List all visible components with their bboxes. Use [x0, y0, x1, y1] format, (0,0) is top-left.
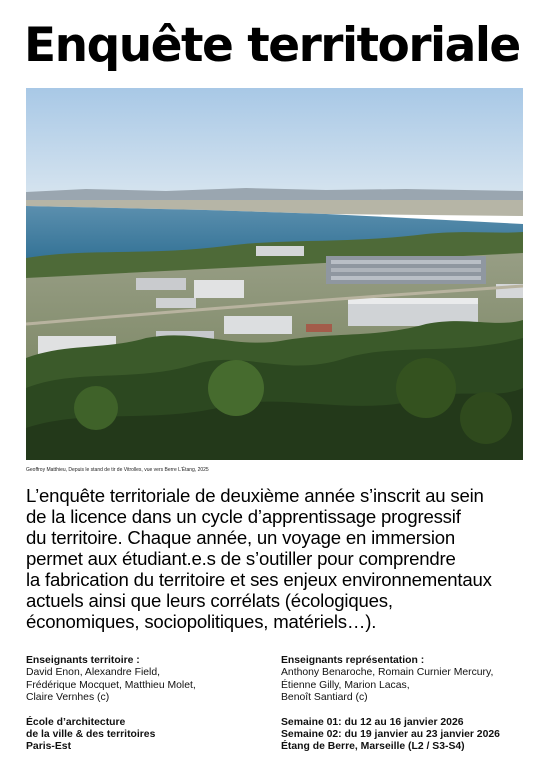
- lead-line: de la licence dans un cycle d’apprentissage progressif: [26, 506, 461, 527]
- landscape-photo: [26, 88, 523, 460]
- teachers-territory-line: David Enon, Alexandre Field,: [26, 667, 161, 679]
- schedule-line: Semaine 01: du 12 au 16 janvier 2026: [281, 716, 464, 728]
- lead-line: du territoire. Chaque année, un voyage en immersion: [26, 527, 456, 548]
- teachers-territory-line: Frédérique Mocquet, Matthieu Molet,: [26, 679, 196, 691]
- lead-paragraph: [26, 485, 531, 632]
- lead-line: permet aux étudiant.e.s de s’outiller pour comprendre: [26, 548, 456, 569]
- lead-line: la fabrication du territoire et ses enjeux environnementaux: [26, 569, 492, 590]
- schedule: [281, 717, 541, 754]
- lead-line: actuels ainsi que leurs corrélats (écologiques,: [26, 590, 393, 611]
- school-line: de la ville & des territoires: [26, 729, 156, 741]
- teachers-representation-line: Étienne Gilly, Marion Lacas,: [281, 679, 410, 691]
- teachers-territory-line: Claire Vernhes (c): [26, 692, 110, 704]
- school-name: [26, 717, 266, 754]
- photo-credit: Geoffroy Matthieu, Depuis le stand de tir de Vitrolles, vue vers Berre L’Étang, 2025: [26, 467, 209, 473]
- right-column: [281, 655, 541, 754]
- lead-line: économiques, sociopolitiques, matériels…).: [26, 611, 377, 632]
- teachers-representation-line: Anthony Benaroche, Romain Curnier Mercury,: [281, 667, 494, 679]
- school-line: Paris-Est: [26, 741, 72, 753]
- left-column: [26, 655, 266, 754]
- lead-line: L’enquête territoriale de deuxième année s’inscrit au sein: [26, 485, 484, 506]
- teachers-territory-heading: Enseignants territoire :: [26, 655, 140, 666]
- schedule-line: Étang de Berre, Marseille (L2 / S3-S4): [281, 741, 465, 753]
- school-line: École d’architecture: [26, 716, 126, 728]
- schedule-line: Semaine 02: du 19 janvier au 23 janvier 2026: [281, 729, 500, 741]
- teachers-representation-line: Benoît Santiard (c): [281, 692, 368, 704]
- teachers-representation-heading: Enseignants représentation :: [281, 655, 425, 666]
- page-title: Enquête territoriale: [24, 18, 520, 73]
